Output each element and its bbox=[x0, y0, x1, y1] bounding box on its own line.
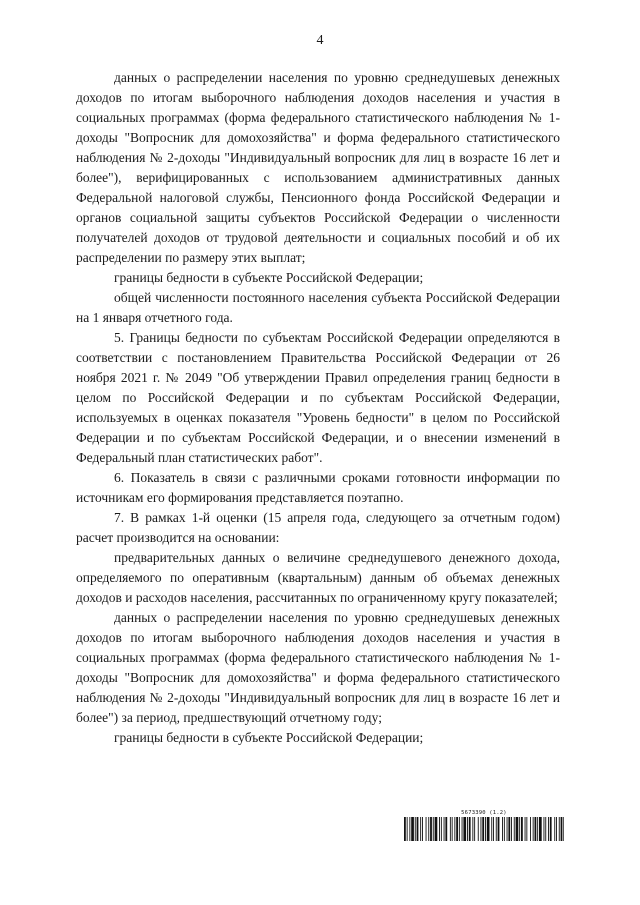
page-number: 4 bbox=[316, 33, 324, 48]
paragraph-1: данных о распределении населения по уровню среднедушевых денежных доходов по итогам выборочного наблюдения доходов населения и участия в социальных программах (форма федерального статистического наблюдения № 1-доходы "Вопросник для домохозяйства" и форма федерального статистического наблюдения № 2-доходы "Индивидуальный вопросник для лиц в возрасте 16 лет и более"), верифицированных с использованием административных данных Федеральной налоговой службы, Пенсионного фонда Российской Федерации и органов социальной защиты субъектов Российской Федерации о численности получателей доходов от трудовой деятельности и социальных пособий и об их распределении по размеру этих выплат; bbox=[76, 70, 560, 265]
document-body bbox=[76, 68, 560, 748]
paragraph-8: данных о распределении населения по уровню среднедушевых денежных доходов по итогам выборочного наблюдения доходов населения и участия в социальных программах (форма федерального статистического наблюдения № 1-доходы "Вопросник для домохозяйства" и форма федерального статистического наблюдения № 2-доходы "Индивидуальный вопросник для лиц в возрасте 16 лет и более") за период, предшествующий отчетному году; bbox=[76, 610, 560, 725]
paragraph-3: общей численности постоянного населения субъекта Российской Федерации на 1 января отчетного года. bbox=[76, 290, 560, 325]
paragraph-6: 7. В рамках 1-й оценки (15 апреля года, следующего за отчетным годом) расчет производится на основании: bbox=[76, 510, 560, 545]
barcode-number: 5673390 (1.2) bbox=[461, 810, 507, 816]
paragraph-9: границы бедности в субъекте Российской Федерации; bbox=[114, 730, 424, 745]
paragraph-2: границы бедности в субъекте Российской Федерации; bbox=[114, 270, 424, 285]
paragraph-7: предварительных данных о величине среднедушевого денежного дохода, определяемого по оперативным (квартальным) данным об объемах денежных доходов и расходов населения, рассчитанных по ограниченному кругу показателей; bbox=[76, 550, 560, 605]
barcode-block bbox=[404, 810, 564, 841]
barcode-image bbox=[404, 817, 564, 841]
paragraph-5: 6. Показатель в связи с различными сроками готовности информации по источникам его формирования представляется поэтапно. bbox=[76, 470, 560, 505]
paragraph-4: 5. Границы бедности по субъектам Российской Федерации определяются в соответствии с постановлением Правительства Российской Федерации от 26 ноября 2021 г. № 2049 "Об утверждении Правил определения границ бедности в целом по Российской Федерации и по субъектам Российской Федерации, используемых в оценках показателя "Уровень бедности" в целом по Российской Федерации и по субъектам Российской Федерации, и о внесении изменений в Федеральный план статистических работ". bbox=[76, 330, 560, 465]
